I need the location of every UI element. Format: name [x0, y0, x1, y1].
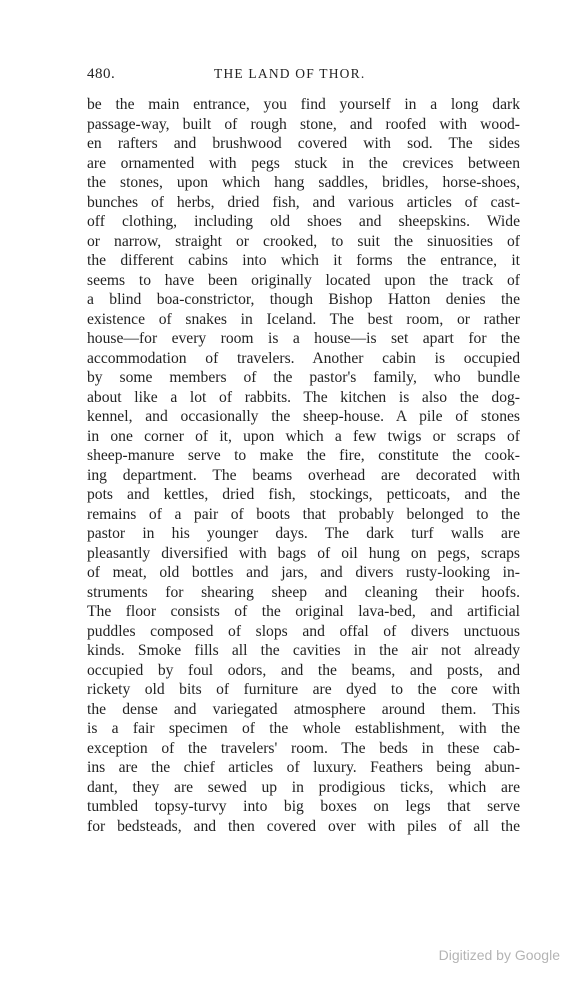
- text-line: seems to have been originally located upon the track of: [87, 271, 520, 289]
- text-line: about like a lot of rabbits. The kitchen is also the dog-: [87, 388, 520, 406]
- text-line: pastor in his younger days. The dark turf walls are: [87, 525, 520, 542]
- text-line: of meat, old bottles and jars, and divers rusty-looking in-: [87, 564, 520, 581]
- text-line: exception of the travelers' room. The beds in these cab-: [87, 739, 520, 757]
- text-line: accommodation of travelers. Another cabin is occupied: [87, 349, 520, 367]
- text-line: pots and kettles, dried fish, stockings, petticoats, and the: [87, 486, 520, 503]
- text-line: kinds. Smoke fills all the cavities in the air not already: [87, 642, 520, 659]
- text-line: by some members of the pastor's family, who bundle: [87, 369, 520, 386]
- text-line: be the main entrance, you find yourself in a long dark: [87, 96, 520, 113]
- text-line: passage-way, built of rough stone, and roofed with wood-: [87, 115, 520, 133]
- text-line: remains of a pair of boots that probably belonged to the: [87, 505, 520, 523]
- text-line: in one corner of it, upon which a few twigs or scraps of: [87, 427, 520, 445]
- body-text: [87, 95, 520, 836]
- text-line: en rafters and brushwood covered with sod. The sides: [87, 135, 520, 152]
- text-line: for bedsteads, and then covered over with piles of all the: [87, 817, 520, 835]
- text-line: the dense and variegated atmosphere around them. This: [87, 700, 520, 718]
- text-line: pleasantly diversified with bags of oil hung on pegs, scraps: [87, 544, 520, 562]
- text-line: tumbled topsy-turvy into big boxes on legs that serve: [87, 798, 520, 815]
- text-line: existence of snakes in Iceland. The best room, or rather: [87, 310, 520, 328]
- text-line: a blind boa-constrictor, though Bishop Hatton denies the: [87, 291, 520, 308]
- text-line: rickety old bits of furniture are dyed to the core with: [87, 681, 520, 698]
- text-line: occupied by foul odors, and the beams, and posts, and: [87, 661, 520, 679]
- text-line: dant, they are sewed up in prodigious ticks, which are: [87, 778, 520, 796]
- text-line: bunches of herbs, dried fish, and various articles of cast-: [87, 193, 520, 211]
- text-line: are ornamented with pegs stuck in the crevices between: [87, 154, 520, 172]
- text-line: is a fair specimen of the whole establishment, with the: [87, 720, 520, 737]
- text-line: ing department. The beams overhead are decorated with: [87, 466, 520, 484]
- text-line: off clothing, including old shoes and sheepskins. Wide: [87, 213, 520, 230]
- text-line: or narrow, straight or crooked, to suit the sinuosities of: [87, 232, 520, 250]
- text-line: the stones, upon which hang saddles, bridles, horse-shoes,: [87, 174, 520, 191]
- text-line: the different cabins into which it forms the entrance, it: [87, 252, 520, 269]
- text-line: The floor consists of the original lava-bed, and artificial: [87, 603, 520, 620]
- text-line: ins are the chief articles of luxury. Feathers being abun-: [87, 759, 520, 776]
- text-line: struments for shearing sheep and cleaning their hoofs.: [87, 583, 520, 601]
- text-line: puddles composed of slops and offal of divers unctuous: [87, 622, 520, 640]
- text-line: sheep-manure serve to make the fire, constitute the cook-: [87, 447, 520, 464]
- digitized-by-google-watermark: Digitized by Google: [438, 947, 560, 963]
- text-line: house—for every room is a house—is set apart for the: [87, 330, 520, 347]
- page-number: 480.: [87, 66, 116, 82]
- running-title: THE LAND OF THOR.: [214, 66, 366, 81]
- text-line: kennel, and occasionally the sheep-house. A pile of stones: [87, 408, 520, 425]
